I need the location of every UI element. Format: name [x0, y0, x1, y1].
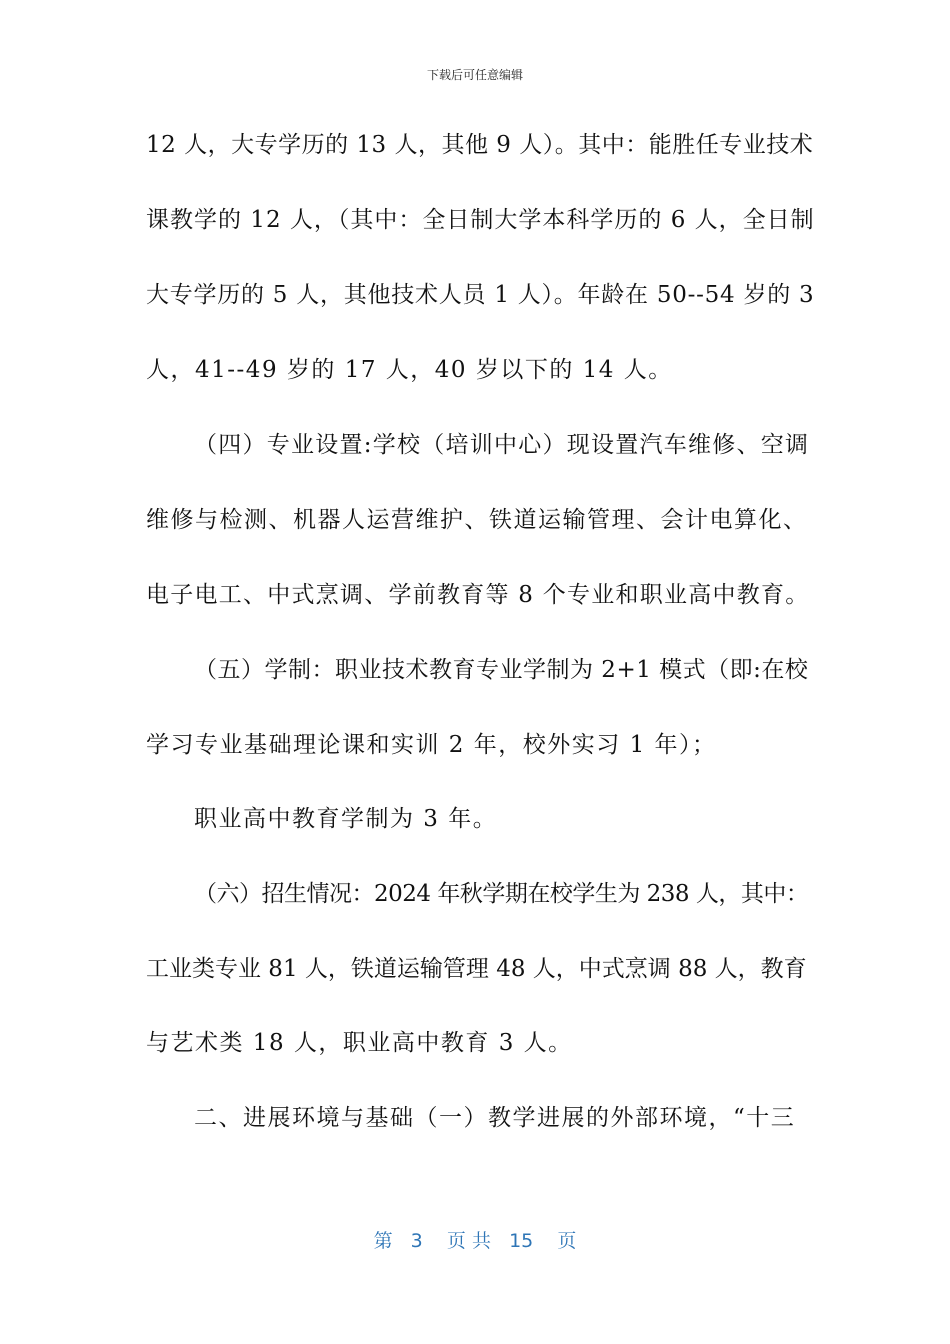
body-line: 职业高中教育学制为 3 年。: [194, 806, 498, 832]
body-line: 维修与检测、机器人运营维护、铁道运输管理、会计电算化、: [146, 507, 808, 533]
body-line: 12 人，大专学历的 13 人，其他 9 人）。其中：能胜任专业技术: [146, 132, 814, 158]
body-line: 工业类专业 81 人，铁道运输管理 48 人，中式烹调 88 人，教育: [146, 956, 807, 982]
body-line: 与艺术类 18 人，职业高中教育 3 人。: [146, 1030, 573, 1056]
body-line: 人，41--49 岁的 17 人，40 岁以下的 14 人。: [146, 357, 673, 383]
body-line: （四）专业设置:学校（培训中心）现设置汽车维修、空调: [194, 432, 810, 458]
body-line: 电子电工、中式烹调、学前教育等 8 个专业和职业高中教育。: [146, 582, 810, 608]
body-line: 课教学的 12 人，（其中：全日制大学本科学历的 6 人，全日制: [146, 207, 815, 233]
body-line: 大专学历的 5 人，其他技术人员 1 人）。年龄在 50--54 岁的 3: [146, 282, 815, 308]
body-line: （六）招生情况：2024 年秋学期在校学生为 238 人，其中：: [194, 881, 809, 907]
body-line: 学习专业基础理论课和实训 2 年，校外实习 1 年）；: [146, 732, 717, 758]
page-number-footer: 第 3 页 共 15 页: [373, 1230, 577, 1252]
body-line: 二、进展环境与基础（一）教学进展的外部环境，“十三: [194, 1105, 796, 1131]
page-header-note: 下载后可任意编辑: [426, 68, 523, 82]
body-line: （五）学制：职业技术教育专业学制为 2+1 模式（即:在校: [194, 657, 809, 683]
